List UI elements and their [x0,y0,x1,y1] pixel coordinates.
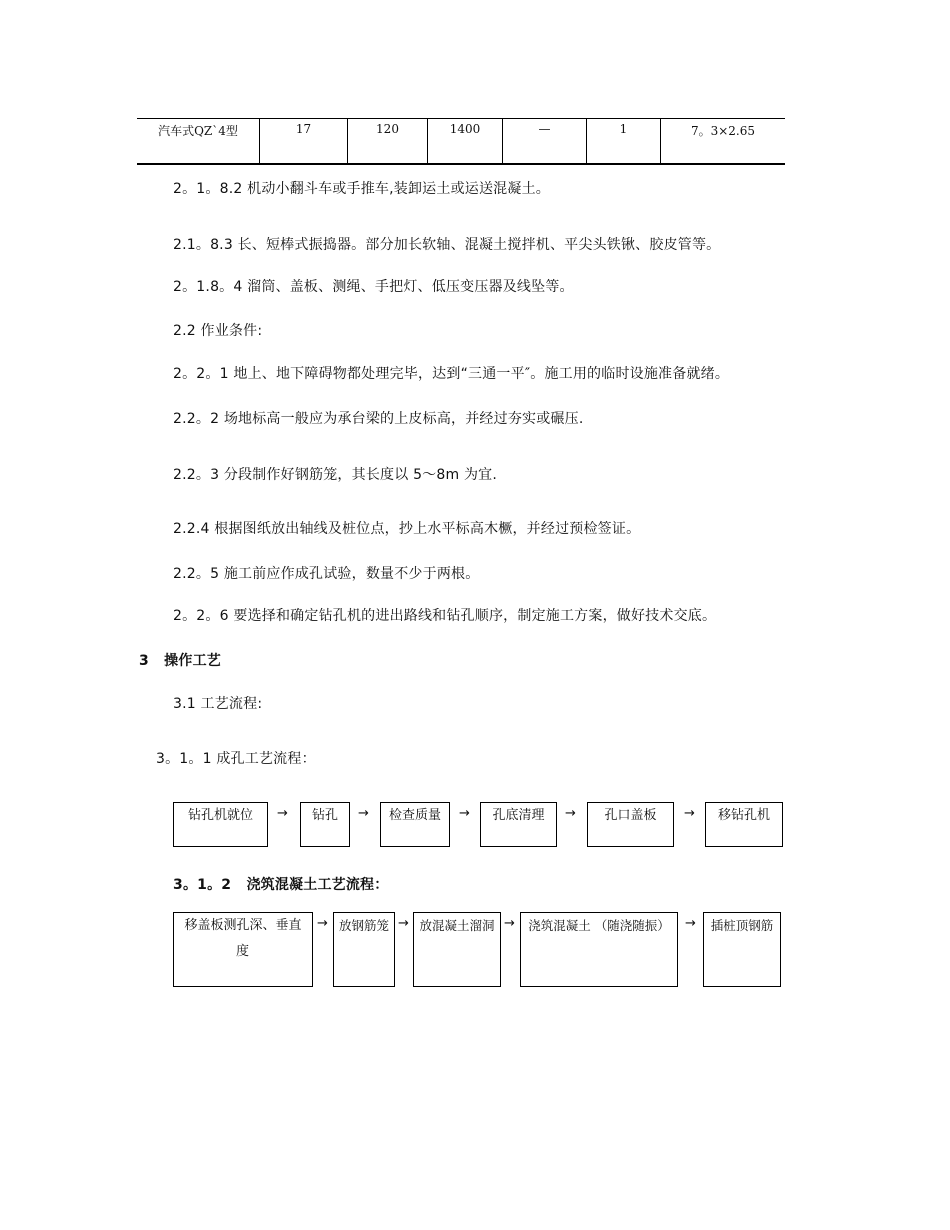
equipment-table-row [137,118,785,165]
paragraph-2-1-8-4: 2。1.8。4 溜筒、盖板、测绳、手把灯、低压变压器及线坠等。 [173,279,574,295]
arrow-icon: → [459,806,470,821]
arrow-icon: → [684,806,695,821]
flow2-step-measure-line2: 度 [236,944,250,959]
flow1-step-drill: 钻孔 [300,802,350,847]
table-cell-model: 汽车式QZˋ4型 [137,119,260,163]
flow2-step-pour: 浇筑混凝土 （随浇随振） [520,912,678,987]
arrow-icon: → [398,916,409,931]
arrow-icon: → [504,916,515,931]
section-3-1-1-heading: 3。1。1 成孔工艺流程： [156,751,316,767]
section-3-1-2-heading: 3。1。2 浇筑混凝土工艺流程： [173,877,389,893]
paragraph-2-2-4: 2.2.4 根据图纸放出轴线及桩位点，抄上水平标高木橛，并经过预检签证。 [173,521,641,537]
section-3-heading: 3 操作工艺 [139,653,221,669]
paragraph-2-2-3: 2.2。3 分段制作好钢筋笼，其长度以 5～8m 为宜. [173,467,498,483]
table-cell-col2: 17 [260,119,348,163]
paragraph-2-1-8-3: 2.1。8.3 长、短棒式振捣器。部分加长软轴、混凝土搅拌机、平尖头铁锹、胶皮管等。 [173,237,721,253]
flow1-step-cover: 孔口盖板 [587,802,674,847]
table-cell-col5: — [503,119,587,163]
table-cell-col6: 1 [587,119,661,163]
paragraph-2-1-8-2: 2。1。8.2 机动小翻斗车或手推车,装卸运土或运送混凝土。 [173,181,550,197]
flow2-step-measure-line1: 移盖板测孔深、垂直 [184,918,302,933]
flow1-step-clean-bottom: 孔底清理 [480,802,557,847]
paragraph-2-2-2: 2.2。2 场地标高一般应为承台梁的上皮标高，并经过夯实或碾压. [173,411,584,427]
arrow-icon: → [277,806,288,821]
flow1-step-move-rig: 移钻孔机 [705,802,783,847]
arrow-icon: → [685,916,696,931]
arrow-icon: → [358,806,369,821]
paragraph-2-2-6: 2。2。6 要选择和确定钻孔机的进出路线和钻孔顺序，制定施工方案，做好技术交底。 [173,608,717,624]
paragraph-2-2-1: 2。2。1 地上、地下障碍物都处理完毕，达到“三通一平″。施工用的临时设施准备就绪。 [173,366,730,382]
section-2-2-heading: 2.2 作业条件: [173,323,263,339]
arrow-icon: → [317,916,328,931]
table-cell-col3: 120 [348,119,428,163]
flow2-step-measure [173,912,313,987]
flow2-step-chute: 放混凝土溜洞 [413,912,501,987]
section-3-1-heading: 3.1 工艺流程: [173,696,263,712]
flow2-step-rebar: 插桩顶钢筋 [703,912,781,987]
flow1-step-position-rig: 钻孔机就位 [173,802,268,847]
paragraph-2-2-5: 2.2。5 施工前应作成孔试验，数量不少于两根。 [173,566,480,582]
arrow-icon: → [565,806,576,821]
flow1-step-inspect: 检查质量 [380,802,450,847]
table-cell-col7: 7。3×2.65 [690,124,756,138]
table-cell-col4: 1400 [428,119,503,163]
flow2-step-cage: 放钢筋笼 [333,912,395,987]
